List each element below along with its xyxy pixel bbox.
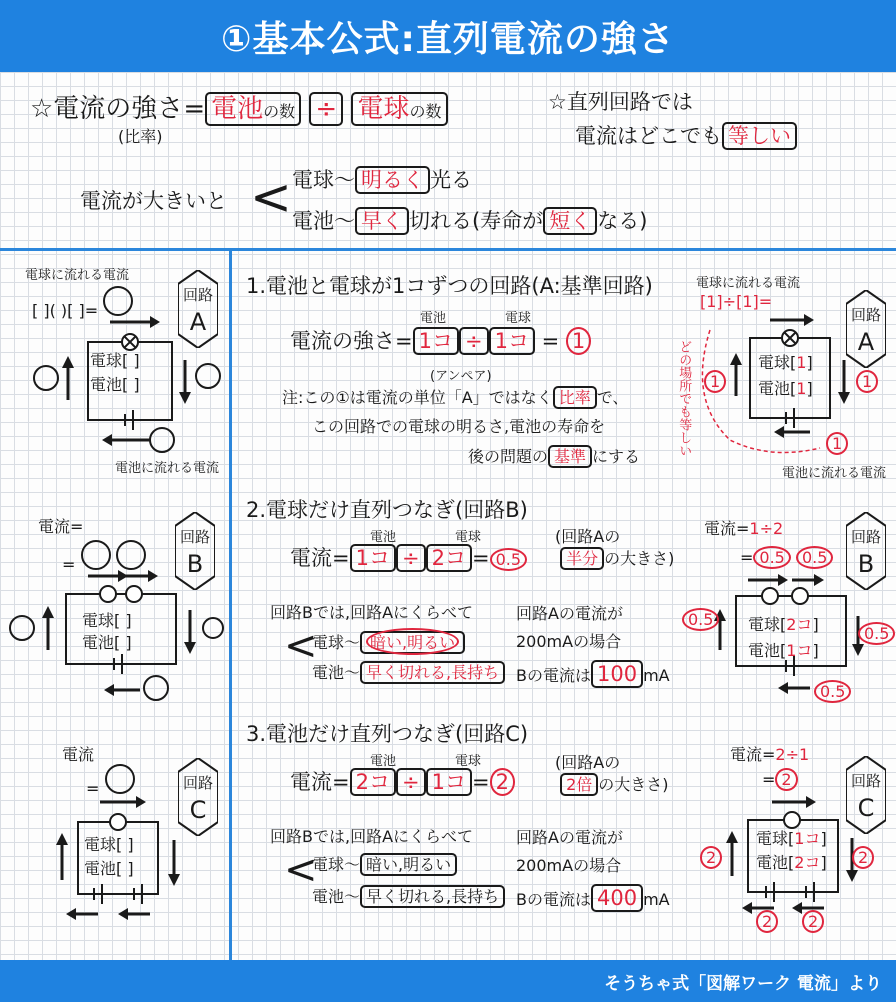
left-c-battery-paren: [ ] (116, 859, 134, 878)
right-b-top-val-2: 0.5 (796, 546, 833, 569)
sec2-result: 0.5 (490, 548, 527, 571)
circuit-a-right-tag (846, 290, 886, 368)
circuit-b-right-tag (846, 512, 886, 590)
sec1-unit-note: (アンペア) (430, 369, 492, 384)
circuit-c-right-tag-word: 回路 (850, 772, 881, 790)
sec3-ma-2: 200mAの場合 (516, 856, 622, 875)
sec1-basis-word: 基準 (548, 445, 592, 468)
right-b-bulb-val: 2コ (786, 615, 813, 634)
section-divider-horizontal (0, 248, 896, 251)
right-a-battery-label: 電池[1] (758, 379, 813, 398)
sec2-note-2: の大きさ (604, 548, 669, 568)
circuit-b-tag-letter: B (186, 550, 204, 578)
branch-bracket: < (250, 168, 292, 226)
circuit-c-right-tag-letter: C (857, 794, 875, 822)
left-b-bulb-label (82, 608, 132, 631)
sec3-ma-block (516, 824, 670, 917)
sec3-battery-line (312, 884, 505, 907)
bulb-effect-line (292, 164, 472, 194)
divide-sign: ÷ (309, 92, 343, 126)
bulb-count-word: 電球 (357, 94, 410, 124)
circuit-b-tag-word: 回路 (179, 528, 210, 546)
sec3-bulb-head: 電球 (455, 754, 482, 769)
bright-word: 明るく (355, 166, 430, 194)
sec2-bulb-prefix: 電球〜 (312, 633, 361, 652)
formula-label (30, 88, 448, 125)
bulb-count-box (351, 92, 447, 126)
count-suffix-1: の数 (263, 102, 296, 121)
left-a-bulb-label (90, 348, 140, 371)
right-b-right-val (858, 622, 895, 645)
left-b-battery-label (82, 630, 132, 653)
right-a-bulb-word: 電球 (758, 353, 791, 372)
right-b-bulb-label: 電球[2コ] (748, 615, 819, 634)
right-c-battery-val: 2コ (794, 853, 821, 872)
right-a-battery-word: 電池 (758, 379, 791, 398)
sec2-bulb-answer-box (360, 631, 465, 654)
sec3-battery-val: 2コ (355, 770, 390, 794)
sec3-bulb-answer: 暗い,明るい (366, 855, 452, 874)
right-b-left-circle: 0.5 (682, 608, 719, 631)
circuit-c-right-tag (846, 756, 886, 834)
sec1-divide: ÷ (459, 327, 489, 355)
large-current-label: 電流が大きいと (80, 189, 227, 213)
right-c-bulb-val: 1コ (794, 829, 821, 848)
right-a-right-circle: 1 (856, 370, 878, 393)
sec1-bulb-val: 1コ (494, 329, 529, 353)
circuit-b-right-tag-word: 回路 (850, 528, 881, 546)
sec1-bulb-head: 電球 (505, 311, 532, 326)
sec3-battery-box (350, 768, 396, 796)
left-a-blank-expr: [ ]( )[ ]= (32, 286, 133, 320)
sec2-ma-val: 100 (591, 660, 643, 688)
right-a-anywhere-note: どの場所でも等しい (676, 340, 692, 457)
sec2-ma-2: 200mAの場合 (516, 632, 622, 651)
right-c-left-val (700, 846, 722, 869)
right-c-bottom-circle-1: 2 (756, 910, 778, 933)
section-divider-vertical (229, 251, 232, 960)
sec1-result: 1 (566, 327, 591, 355)
sec2-bulb-line (312, 628, 465, 655)
sec2-battery-answer: 早く切れる,長持ち (366, 663, 500, 682)
sec2-half-word: 半分 (560, 547, 604, 570)
left-b-bulb-paren: [ ] (114, 611, 132, 630)
series-note-2 (575, 120, 797, 150)
battery-effect-line (292, 205, 647, 235)
sec3-comparison-note: (回路Aの 2倍 の大きさ) (555, 753, 669, 794)
equal-word: 等しい (722, 122, 797, 150)
battery-count-box (205, 92, 301, 126)
sec2-battery-val: 1コ (355, 546, 390, 570)
count-suffix-2: の数 (409, 102, 442, 121)
formula-label-text: ☆電流の強さ (30, 94, 184, 124)
right-c-right-circle: 2 (852, 846, 874, 869)
sec3-branch-bracket: < (284, 847, 318, 893)
right-c-bulb-word: 電球 (756, 829, 789, 848)
left-c-bulb-label (84, 832, 134, 855)
right-b-right-circle: 0.5 (858, 622, 895, 645)
left-c-battery-word: 電池 (84, 859, 117, 878)
circuit-c-tag-word: 回路 (182, 774, 213, 792)
sec1-battery-val: 1コ (418, 329, 453, 353)
right-b-top-vals: = 0.5 0.5 (740, 546, 833, 569)
sec2-bulb-val: 2コ (431, 546, 466, 570)
sec2-battery-prefix: 電池〜 (312, 663, 361, 682)
circuit-a-right-tag-letter: A (857, 328, 875, 356)
right-b-battery-word: 電池 (748, 641, 781, 660)
section-1-title: 1.電池と電球が1コずつの回路(A:基準回路) (246, 274, 653, 298)
right-a-right-val (856, 370, 878, 393)
left-c-bulb-word: 電球 (84, 835, 117, 854)
sec3-bulb-line (312, 852, 457, 875)
sec2-divide: ÷ (396, 544, 426, 572)
right-c-current-word: 電流= (730, 745, 776, 764)
right-b-current-label (704, 516, 783, 539)
right-b-top-val-1: 0.5 (753, 546, 790, 569)
sec2-bulb-head: 電球 (455, 530, 482, 545)
left-b-battery-paren: [ ] (114, 633, 132, 652)
left-b-bulb-word: 電球 (82, 611, 115, 630)
left-a-top-label: 電球に流れる電流 (25, 268, 130, 283)
left-c-bulb-paren: [ ] (116, 835, 134, 854)
bulb-effect-suffix: 光る (430, 168, 472, 192)
right-c-bottom-val-2 (802, 910, 824, 933)
sec3-ma-3: Bの電流は (516, 890, 591, 909)
circuit-b-right-tag-letter: B (857, 550, 875, 578)
battery-count-word: 電池 (211, 94, 264, 124)
ratio-note: (比率) (118, 127, 163, 146)
series-note-2-text: 電流はどこでも (575, 124, 722, 148)
circuit-b-tag (175, 512, 215, 590)
sec2-battery-box (350, 544, 396, 572)
sec1-note-1 (282, 385, 628, 408)
right-b-bottom-val (814, 680, 851, 703)
sec3-ma-val: 400 (591, 884, 643, 912)
sec2-compare: 回路Bでは,回路Aにくらべて (270, 603, 474, 622)
footer-credit: そうちゃ式「図解ワーク 電流」より (0, 960, 896, 1002)
circuit-a-tag-letter: A (189, 308, 207, 336)
left-c-blank-answer: = (86, 764, 135, 798)
sec3-bulb-val: 1コ (431, 770, 466, 794)
right-a-bulb-label: 電球[1] (758, 353, 813, 372)
left-a-bulb-word: 電球 (90, 351, 123, 370)
sec2-battery-line (312, 660, 505, 683)
sec2-bulb-box (426, 544, 472, 572)
sec3-battery-answer-box (360, 885, 505, 908)
sec1-note-1-text: 注:この①は電流の単位「A」ではなく (282, 388, 553, 407)
circuit-a-tag (178, 270, 218, 348)
sec3-note-1: 回路Aの (561, 753, 621, 772)
sec3-ma-1: 回路Aの電流が (516, 828, 623, 847)
sec2-comparison-note: (回路Aの 半分 の大きさ) (555, 527, 675, 568)
sec1-strength-label: 電流の強さ= (290, 329, 413, 353)
right-a-left-val (704, 370, 726, 393)
right-a-top-label: 電球に流れる電流 (696, 276, 801, 291)
right-a-expr: [1]÷[1]= (700, 292, 773, 311)
section-3-title: 3.電池だけ直列つなぎ(回路C) (246, 722, 529, 746)
sec3-battery-head: 電池 (370, 754, 397, 769)
sec1-note-3-end: にする (592, 447, 641, 466)
fast-word: 早く (355, 207, 409, 235)
right-b-expr: 1÷2 (749, 519, 784, 538)
left-b-current-label: 電流= (38, 517, 84, 536)
sec3-bulb-box (426, 768, 472, 796)
right-c-bottom-circle-2: 2 (802, 910, 824, 933)
sec2-current-label: 電流= (290, 546, 350, 570)
sec1-ratio-word: 比率 (553, 386, 597, 409)
right-a-left-circle: 1 (704, 370, 726, 393)
right-c-top-val: = 2 (762, 768, 798, 791)
right-c-right-val (852, 846, 874, 869)
right-b-bottom-circle: 0.5 (814, 680, 851, 703)
sec3-current-label: 電流= (290, 770, 350, 794)
circuit-c-tag (178, 758, 218, 836)
sec3-bulb-answer-box (360, 853, 457, 876)
sec3-bulb-prefix: 電球〜 (312, 855, 361, 874)
left-a-battery-paren: [ ] (122, 375, 140, 394)
sec3-battery-prefix: 電池〜 (312, 887, 361, 906)
sec2-bulb-answer: 暗い,明るい (366, 628, 459, 655)
sec1-note-1-end: で、 (596, 388, 629, 407)
sec2-battery-head: 電池 (370, 530, 397, 545)
circuit-a-tag-word: 回路 (182, 286, 213, 304)
sec2-ma-3: Bの電流は (516, 666, 591, 685)
right-a-battery-val: 1 (796, 379, 807, 398)
right-c-current-label (730, 742, 809, 765)
right-c-battery-label: 電池[2コ] (756, 853, 827, 872)
right-c-bottom-val-1 (756, 910, 778, 933)
sec2-formula: 電流= 1コ ÷ 2コ = 0.5 (290, 542, 527, 572)
sec3-note-2: の大きさ (598, 774, 663, 794)
section-2-title: 2.電球だけ直列つなぎ(回路B) (246, 498, 528, 522)
right-b-battery-label: 電池[1コ] (748, 641, 819, 660)
right-b-left-val (682, 608, 719, 631)
sec3-ma-unit: mA (643, 890, 670, 909)
sec1-bulb-box (489, 327, 535, 355)
circuit-a-right-tag-word: 回路 (850, 306, 881, 324)
sec1-note-3-text: 後の問題の (468, 447, 549, 466)
sec2-ma-block (516, 600, 670, 693)
sec1-battery-head: 電池 (420, 311, 447, 326)
circuit-c-tag-letter: C (189, 796, 207, 824)
left-c-battery-label (84, 856, 134, 879)
sec1-note-2: この回路での電球の明るさ,電池の寿命を (312, 417, 606, 436)
right-c-top-circle: 2 (775, 768, 797, 791)
sec2-branch-bracket: < (284, 623, 318, 669)
left-b-blank-answers: = (62, 540, 146, 574)
sec3-battery-answer: 早く切れる,長持ち (366, 887, 500, 906)
sec1-formula: 電流の強さ= 1コ ÷ 1コ = 1 (290, 325, 591, 355)
right-a-bottom-val (826, 432, 848, 455)
sec3-compare: 回路Bでは,回路Aにくらべて (270, 827, 474, 846)
sec3-result: 2 (490, 768, 515, 796)
right-c-left-circle: 2 (700, 846, 722, 869)
sec2-note-1: 回路Aの (561, 527, 621, 546)
sec3-formula: 電流= 2コ ÷ 1コ = 2 (290, 766, 515, 796)
left-a-bulb-paren: [ ] (122, 351, 140, 370)
sec2-ma-1: 回路Aの電流が (516, 604, 623, 623)
equals-sign: = (183, 94, 206, 124)
battery-effect-suffix: なる) (597, 209, 648, 233)
right-c-expr: 2÷1 (775, 745, 810, 764)
left-a-bottom-label: 電池に流れる電流 (115, 461, 220, 476)
sec3-double-word: 2倍 (560, 773, 598, 796)
battery-effect-mid: 切れる(寿命が (409, 209, 544, 233)
left-b-battery-word: 電池 (82, 633, 115, 652)
right-c-battery-word: 電池 (756, 853, 789, 872)
right-b-bulb-word: 電球 (748, 615, 781, 634)
right-c-bulb-label: 電球[1コ] (756, 829, 827, 848)
left-a-battery-word: 電池 (90, 375, 123, 394)
sec1-battery-box (413, 327, 459, 355)
right-b-current-word: 電流= (704, 519, 750, 538)
left-c-current-label: 電流 (62, 745, 95, 764)
right-b-battery-val: 1コ (786, 641, 813, 660)
short-word: 短く (543, 207, 597, 235)
page-title: ①基本公式:直列電流の強さ (0, 0, 896, 72)
bulb-effect-prefix: 電球〜 (292, 168, 355, 192)
right-a-bottom-label: 電池に流れる電流 (782, 466, 887, 481)
series-note-1: ☆直列回路では (548, 90, 693, 114)
sec1-note-3 (468, 444, 640, 467)
battery-effect-prefix: 電池〜 (292, 209, 355, 233)
left-a-battery-label (90, 372, 140, 395)
sec2-battery-answer-box (360, 661, 505, 684)
right-a-bulb-val: 1 (796, 353, 807, 372)
right-a-bottom-circle: 1 (826, 432, 848, 455)
sec3-divide: ÷ (396, 768, 426, 796)
sec2-ma-unit: mA (643, 666, 670, 685)
